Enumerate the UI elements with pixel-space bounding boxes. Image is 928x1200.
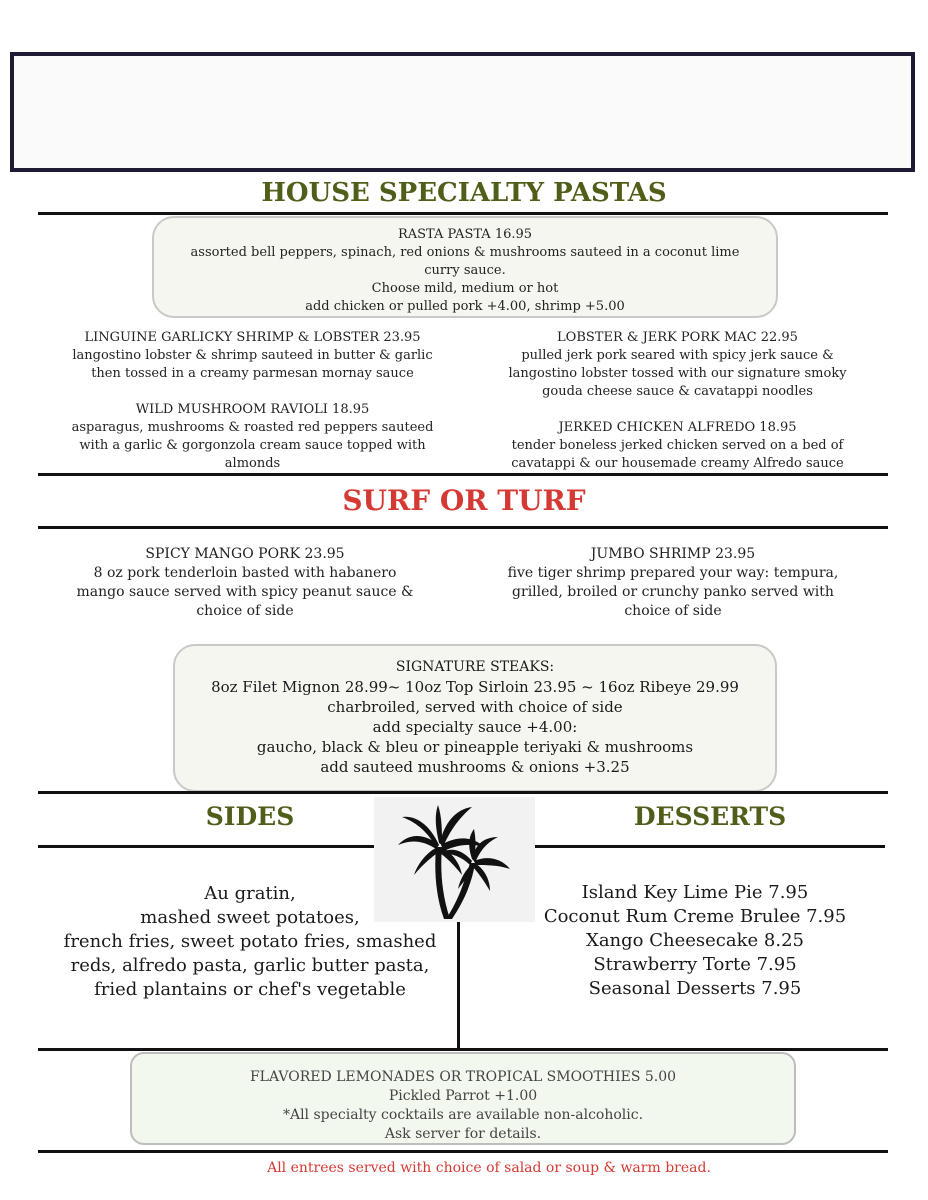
dessert-item: Coconut Rum Creme Brulee 7.95	[543, 906, 847, 927]
dessert-item: Island Key Lime Pie 7.95	[581, 882, 809, 903]
item-desc: langostino lobster & shrimp sauteed in butter & garlic	[72, 348, 433, 363]
signature-steaks	[178, 657, 772, 777]
pasta-item-alfredo	[465, 419, 890, 473]
divider	[38, 212, 888, 215]
item-desc: cavatappi & our housemade creamy Alfredo sauce	[511, 456, 844, 471]
item-desc: langostino lobster tossed with our signature smoky	[508, 366, 847, 381]
item-desc: with a garlic & gorgonzola cream sauce topped with	[79, 438, 426, 453]
item-desc: 8 oz pork tenderloin basted with habanero	[93, 565, 397, 581]
featured-pasta-name: RASTA PASTA 16.95	[397, 227, 533, 242]
item-desc: gouda cheese sauce & cavatappi noodles	[542, 384, 813, 399]
item-name: SPICY MANGO PORK 23.95	[145, 546, 345, 562]
item-desc: choice of side	[196, 603, 294, 619]
steaks-desc: 8oz Filet Mignon 28.99~ 10oz Top Sirloin 23.95 ~ 16oz Ribeye 29.99	[211, 678, 739, 696]
divider	[38, 473, 888, 476]
item-name: LINGUINE GARLICKY SHRIMP & LOBSTER 23.95	[84, 330, 421, 345]
steaks-desc: gaucho, black & bleu or pineapple teriyaki & mushrooms	[256, 738, 694, 756]
surf-item-mango-pork	[30, 545, 460, 621]
item-desc: mango sauce served with spicy peanut sauce &	[76, 584, 414, 600]
item-desc: pulled jerk pork seared with spicy jerk sauce &	[521, 348, 834, 363]
pasta-item-ravioli	[40, 401, 465, 473]
item-desc: asparagus, mushrooms & roasted red peppers sauteed	[71, 420, 434, 435]
item-desc: choice of side	[624, 603, 722, 619]
featured-pasta-desc: assorted bell peppers, spinach, red onions & mushrooms sauteed in a coconut lime	[190, 245, 740, 260]
item-desc: tender boneless jerked chicken served on a bed of	[511, 438, 844, 453]
steaks-desc: add sauteed mushrooms & onions +3.25	[320, 758, 630, 776]
sides-title: SIDES	[205, 802, 295, 831]
featured-pasta	[160, 226, 770, 316]
item-desc: grilled, broiled or crunchy panko served with	[512, 584, 834, 600]
pasta-item-linguine	[40, 329, 465, 383]
beverage-line: Pickled Parrot +1.00	[388, 1088, 538, 1104]
sides-list	[40, 882, 460, 1002]
desserts-list	[490, 881, 900, 1001]
item-desc: almonds	[224, 456, 281, 471]
desserts-title: DESSERTS	[633, 802, 787, 831]
divider	[38, 791, 888, 794]
beverage-line: Ask server for details.	[384, 1126, 542, 1142]
side-line: mashed sweet potatoes,	[140, 907, 360, 928]
header-banner	[10, 52, 915, 172]
house-pastas-title: HOUSE SPECIALTY PASTAS	[261, 178, 667, 208]
featured-pasta-desc: add chicken or pulled pork +4.00, shrimp +5.00	[305, 299, 625, 314]
divider	[38, 845, 374, 848]
beverage-line: FLAVORED LEMONADES OR TROPICAL SMOOTHIES 5.00	[249, 1069, 677, 1085]
dessert-item: Strawberry Torte 7.95	[593, 954, 797, 975]
item-name: LOBSTER & JERK PORK MAC 22.95	[557, 330, 798, 345]
beverage-line: *All specialty cocktails are available non-alcoholic.	[282, 1107, 644, 1123]
side-line: Au gratin,	[204, 883, 296, 904]
divider	[38, 526, 888, 529]
divider	[38, 1048, 888, 1051]
footer-note: All entrees served with choice of salad or soup & warm bread.	[267, 1160, 711, 1176]
steaks-desc: add specialty sauce +4.00:	[372, 718, 578, 736]
side-line: reds, alfredo pasta, garlic butter pasta,	[70, 955, 430, 976]
steaks-desc: charbroiled, served with choice of side	[327, 698, 623, 716]
featured-pasta-desc: Choose mild, medium or hot	[371, 281, 559, 296]
divider	[38, 1150, 888, 1153]
dessert-item: Xango Cheesecake 8.25	[586, 930, 804, 951]
item-desc: then tossed in a creamy parmesan mornay sauce	[91, 366, 414, 381]
pasta-item-lobster-mac	[465, 329, 890, 401]
item-name: JERKED CHICKEN ALFREDO 18.95	[558, 420, 797, 435]
featured-pasta-desc: curry sauce.	[424, 263, 506, 278]
beverages	[135, 1068, 791, 1144]
item-name: WILD MUSHROOM RAVIOLI 18.95	[135, 402, 370, 417]
side-line: french fries, sweet potato fries, smashed	[63, 931, 437, 952]
divider	[535, 845, 885, 848]
side-line: fried plantains or chef's vegetable	[94, 979, 406, 1000]
surf-turf-title: SURF OR TURF	[342, 484, 586, 517]
surf-item-jumbo-shrimp	[458, 545, 888, 621]
item-desc: five tiger shrimp prepared your way: tempura,	[507, 565, 839, 581]
steaks-heading: SIGNATURE STEAKS:	[395, 659, 555, 675]
item-name: JUMBO SHRIMP 23.95	[590, 546, 756, 562]
dessert-item: Seasonal Desserts 7.95	[588, 978, 802, 999]
